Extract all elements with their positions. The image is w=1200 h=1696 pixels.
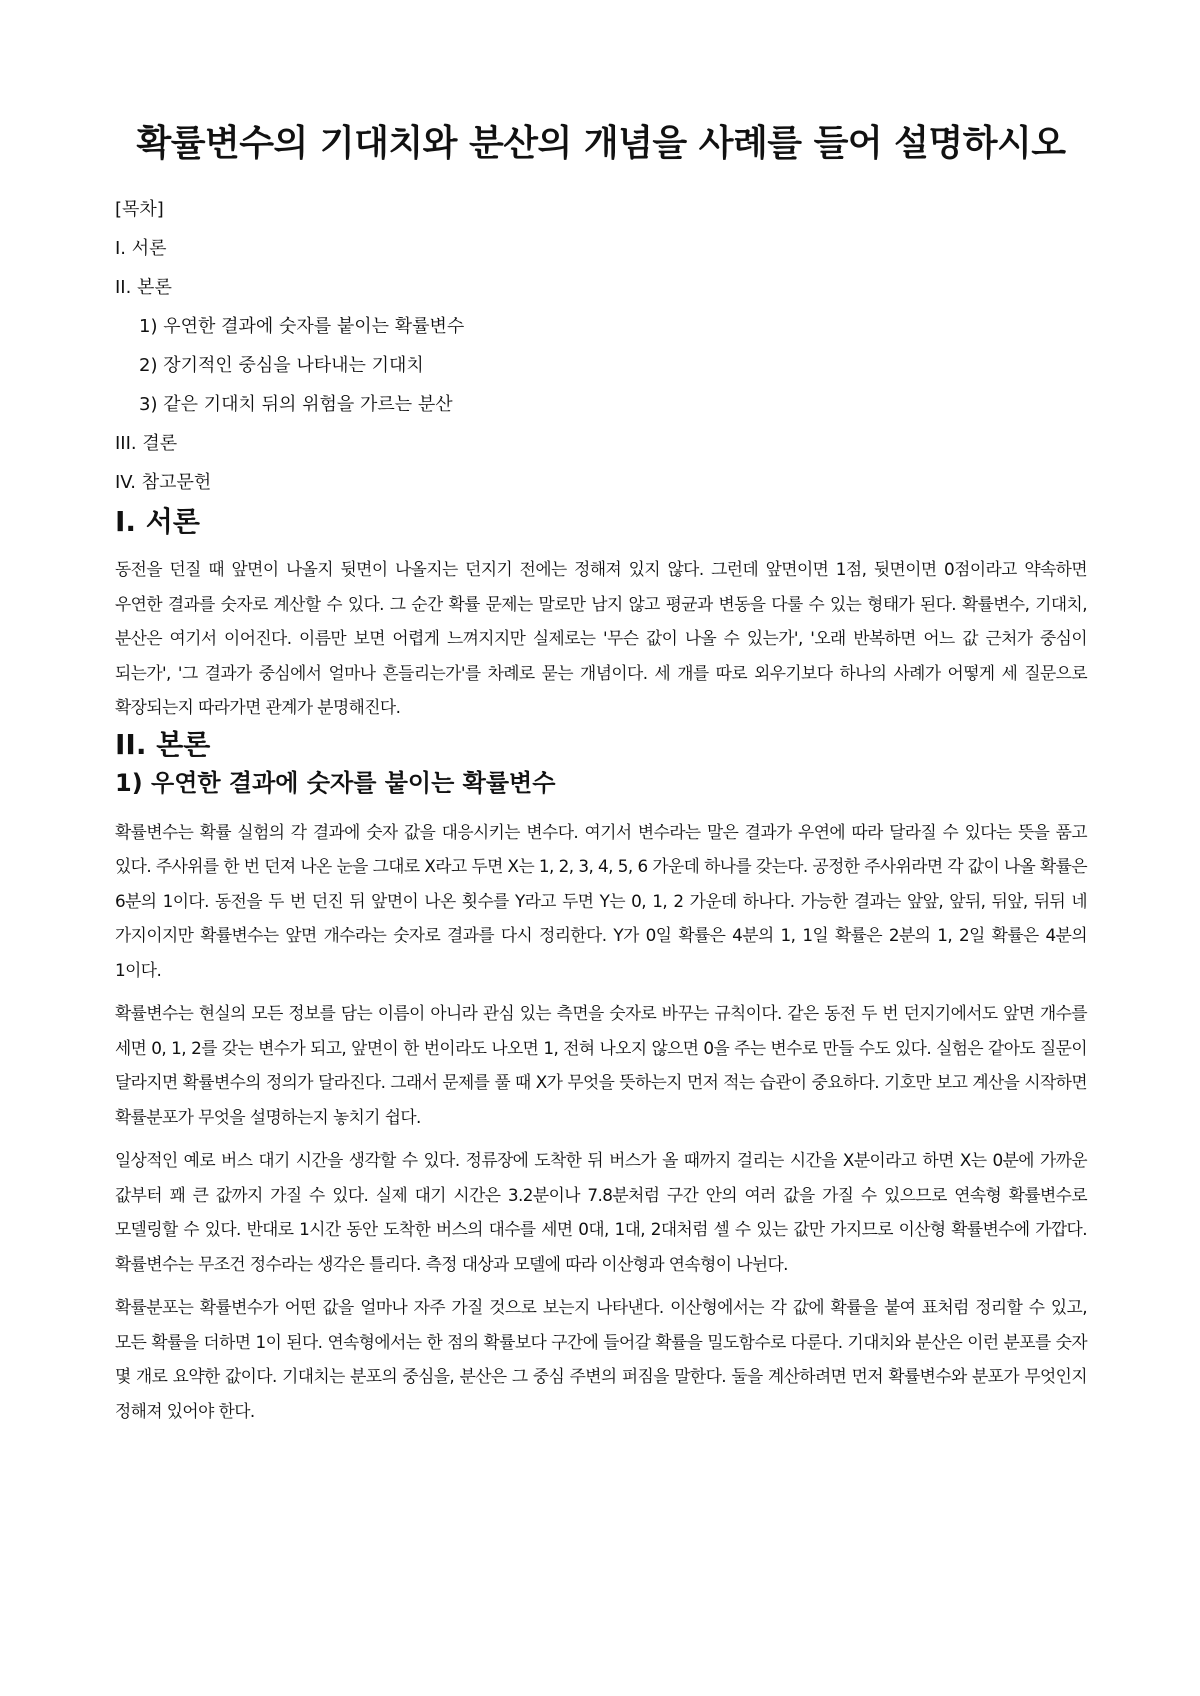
subsection-heading-random-variable: 1) 우연한 결과에 숫자를 붙이는 확률변수 <box>115 768 556 797</box>
body-paragraph: 확률분포는 확률변수가 어떤 값을 얼마나 자주 가질 것으로 보는지 나타낸다. 이산형에서는 각 값에 확률을 붙여 표처럼 정리할 수 있고, 모든 확률을 더하면 1이 된다. 연속형에서는 한 점의 확률보다 구간에 들어갈 확률을 밀도함수로 다룬다. 기대치와 분산은 이런 분포를 숫자 몇 개로 요약한 값이다. 기대치는 분포의 중심을, 분산은 그 중심 주변의 퍼짐을 말한다. 둘을 계산하려면 먼저 확률변수와 분포가 무엇인지 정해져 있어야 한다. <box>115 1297 1087 1421</box>
intro-paragraph: 동전을 던질 때 앞면이 나올지 뒷면이 나올지는 던지기 전에는 정해져 있지 않다. 그런데 앞면이면 1점, 뒷면이면 0점이라고 약속하면 우연한 결과를 숫자로 계산할 수 있다. 그 순간 확률 문제는 말로만 남지 않고 평균과 변동을 다룰 수 있는 형태가 된다. 확률변수, 기대치, 분산은 여기서 이어진다. 이름만 보면 어렵게 느껴지지만 실제로는 '무슨 값이 나올 수 있는가', '오래 반복하면 어느 값 근처가 중심이 되는가', '그 결과가 중심에서 얼마나 흔들리는가'를 차례로 묻는 개념이다. 세 개를 따로 외우기보다 하나의 사례가 어떻게 세 질문으로 확장되는지 따라가면 관계가 분명해진다. <box>115 559 1087 717</box>
toc-item-references: IV. 참고문헌 <box>115 472 212 493</box>
body-paragraph: 확률변수는 현실의 모든 정보를 담는 이름이 아니라 관심 있는 측면을 숫자로 바꾸는 규칙이다. 같은 동전 두 번 던지기에서도 앞면 개수를 세면 0, 1, 2를 갖는 변수가 되고, 앞면이 한 번이라도 나오면 1, 전혀 나오지 않으면 0을 주는 변수로 만들 수도 있다. 실험은 같아도 질문이 달라지면 확률변수의 정의가 달라진다. 그래서 문제를 풀 때 X가 무엇을 뜻하는지 먼저 적는 습관이 중요하다. 기호만 보고 계산을 시작하면 확률분포가 무엇을 설명하는지 놓치기 쉽다. <box>115 1003 1087 1127</box>
toc-item-conclusion: III. 결론 <box>115 433 178 454</box>
section-heading-intro: I. 서론 <box>115 505 200 538</box>
toc-item-intro: I. 서론 <box>115 238 167 259</box>
body-paragraph: 확률변수는 확률 실험의 각 결과에 숫자 값을 대응시키는 변수다. 여기서 변수라는 말은 결과가 우연에 따라 달라질 수 있다는 뜻을 품고 있다. 주사위를 한 번 던져 나온 눈을 그대로 X라고 두면 X는 1, 2, 3, 4, 5, 6 가운데 하나를 갖는다. 공정한 주사위라면 각 값이 나올 확률은 6분의 1이다. 동전을 두 번 던진 뒤 앞면이 나온 횟수를 Y라고 두면 Y는 0, 1, 2 가운데 하나다. 가능한 결과는 앞앞, 앞뒤, 뒤앞, 뒤뒤 네 가지이지만 확률변수는 앞면 개수라는 숫자로 결과를 다시 정리한다. Y가 0일 확률은 4분의 1, 1일 확률은 2분의 1, 2일 확률은 4분의 1이다. <box>115 821 1087 980</box>
toc-item-body-3: 3) 같은 기대치 뒤의 위험을 가르는 분산 <box>139 394 453 415</box>
table-of-contents <box>115 190 1087 502</box>
toc-item-body-1: 1) 우연한 결과에 숫자를 붙이는 확률변수 <box>139 316 465 337</box>
toc-item-body-2: 2) 장기적인 중심을 나타내는 기대치 <box>139 355 424 376</box>
toc-item-body: II. 본론 <box>115 277 172 298</box>
section-heading-body: II. 본론 <box>115 727 211 761</box>
toc-heading: [목차] <box>115 199 164 220</box>
document-title: 확률변수의 기대치와 분산의 개념을 사례를 들어 설명하시오 <box>136 123 1066 164</box>
body-paragraph: 일상적인 예로 버스 대기 시간을 생각할 수 있다. 정류장에 도착한 뒤 버스가 올 때까지 걸리는 시간을 X분이라고 하면 X는 0분에 가까운 값부터 꽤 큰 값까지 가질 수 있다. 실제 대기 시간은 3.2분이나 7.8분처럼 구간 안의 여러 값을 가질 수 있으므로 연속형 확률변수로 모델링할 수 있다. 반대로 1시간 동안 도착한 버스의 대수를 세면 0대, 1대, 2대처럼 셀 수 있는 값만 가지므로 이산형 확률변수에 가깝다. 확률변수는 무조건 정수라는 생각은 틀리다. 측정 대상과 모델에 따라 이산형과 연속형이 나뉜다. <box>115 1150 1087 1274</box>
